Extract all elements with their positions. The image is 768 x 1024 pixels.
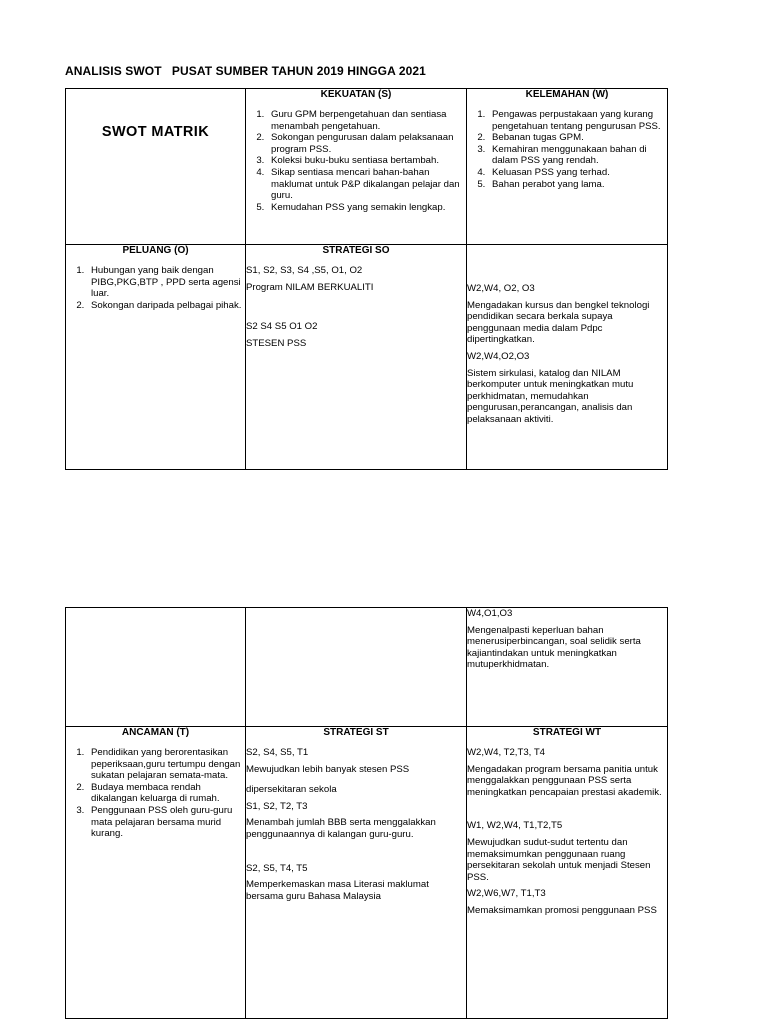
swot-matrix-table-part1: [65, 88, 668, 470]
strategy-st-cell: [246, 727, 467, 1019]
strategy-wo-continued-cell: [467, 608, 668, 727]
weaknesses-heading: KELEMAHAN (W): [525, 89, 609, 100]
strategy-text: Mengenalpasti keperluan bahan menerusiperbincangan, soal selidik serta kajiantindakan untuk meningkatkan mutuperkhidmatan.: [467, 624, 641, 671]
strategy-code: S2, S4, S5, T1: [246, 747, 309, 758]
list-item: 3. Koleksi buku-buku sentiasa bertambah.: [267, 155, 466, 167]
strategy-wt-cell: [467, 727, 668, 1019]
strategy-code: W2,W4, T2,T3, T4: [467, 747, 546, 758]
strategy-text: Memperkemaskan masa Literasi maklumat bersama guru Bahasa Malaysia: [246, 879, 429, 902]
strengths-heading: KEKUATAN (S): [320, 89, 392, 100]
strategy-text: STESEN PSS: [246, 337, 307, 349]
list-item: 4. Sikap sentiasa mencari bahan-bahan maklumat untuk P&P dikalangan pelajar dan guru.: [267, 167, 466, 202]
empty-cell: [246, 608, 467, 727]
list-item: 3. Kemahiran menggunakaan bahan di dalam PSS yang rendah.: [488, 144, 667, 167]
strategy-code: W1, W2,W4, T1,T2,T5: [467, 820, 563, 832]
strategy-code: W2,W4, O2, O3: [467, 283, 535, 294]
strategy-code: S1, S2, S3, S4 ,S5, O1, O2: [246, 265, 363, 276]
list-item: 2. Sokongan pengurusan dalam pelaksanaan program PSS.: [267, 132, 466, 155]
strategy-text: Program NILAM BERKUALITI: [246, 281, 374, 293]
strategy-text: Menambah jumlah BBB serta menggalakkan penggunaannya di kalangan guru-guru.: [246, 817, 436, 840]
strategy-code: S2, S5, T4, T5: [246, 862, 308, 874]
strategy-code: S1, S2, T2, T3: [246, 800, 308, 812]
list-item: 4. Keluasan PSS yang terhad.: [488, 167, 667, 179]
strategy-code: W4,O1,O3: [467, 608, 513, 619]
list-item: 2. Bebanan tugas GPM.: [488, 132, 667, 144]
empty-cell: [66, 608, 246, 727]
strategy-text: Memaksimamkan promosi penggunaan PSS: [467, 904, 657, 916]
strategy-so-cell: [246, 245, 467, 470]
list-item: 2. Sokongan daripada pelbagai pihak.: [87, 300, 245, 312]
list-item: 5. Bahan perabot yang lama.: [488, 179, 667, 191]
strategy-text: dipersekitaran sekola: [246, 784, 337, 796]
strategy-code: W2,W6,W7, T1,T3: [467, 888, 546, 900]
threats-heading: ANCAMAN (T): [121, 727, 190, 738]
strategy-st-heading: STRATEGI ST: [323, 727, 389, 738]
list-item: 2. Budaya membaca rendah dikalangan keluarga di rumah.: [87, 782, 245, 805]
strategy-text: Mengadakan kursus dan bengkel teknologi pendidikan secara berkala supaya penggunaan media dalam Pdpc dipertingkatkan.: [467, 299, 650, 346]
strategy-so-heading: STRATEGI SO: [322, 245, 390, 256]
matrix-label: SWOT MATRIK: [101, 124, 210, 140]
strategy-text: Mewujudkan sudut-sudut tertentu dan memaksimumkan penggunaan ruang persekitaran sekolah untuk menjadi Stesen PSS.: [467, 836, 651, 883]
opportunities-list: [66, 265, 245, 311]
list-item: 1. Hubungan yang baik dengan PIBG,PKG,BTP , PPD serta agensi luar.: [87, 265, 245, 300]
strategy-text: Sistem sirkulasi, katalog dan NILAM berkomputer untuk meningkatkan mutu perkhidmatan, memudahkan pengurusan,perancangan, analisis dan pelaksanaan aktiviti.: [467, 367, 634, 425]
strengths-cell: [246, 89, 467, 245]
list-item: 3. Penggunaan PSS oleh guru-guru mata pelajaran bersama murid kurang.: [87, 805, 245, 840]
strategy-wt-heading: STRATEGI WT: [532, 727, 602, 738]
threats-cell: [66, 727, 246, 1019]
weaknesses-cell: [467, 89, 668, 245]
opportunities-heading: PELUANG (O): [122, 245, 189, 256]
matrix-label-cell: [66, 89, 246, 245]
strengths-list: [246, 109, 466, 213]
strategy-text: Mengadakan program bersama panitia untuk menggalakkan penggunaan PSS serta meningkatkan pencapaian prestasi akademik.: [467, 763, 662, 798]
strategy-code: W2,W4,O2,O3: [467, 350, 530, 362]
swot-matrix-table-part2: [65, 607, 668, 1019]
opportunities-cell: [66, 245, 246, 470]
list-item: 1. Guru GPM berpengetahuan dan sentiasa menambah pengetahuan.: [267, 109, 466, 132]
strategy-code: S2 S4 S5 O1 O2: [246, 321, 318, 333]
list-item: 5. Kemudahan PSS yang semakin lengkap.: [267, 202, 466, 214]
list-item: 1. Pengawas perpustakaan yang kurang pengetahuan tentang pengurusan PSS.: [488, 109, 667, 132]
threats-list: [66, 747, 245, 840]
list-item: 1. Pendidikan yang berorentasikan peperiksaan,guru tertumpu dengan sukatan pelajaran semata-mata.: [87, 747, 245, 782]
strategy-text: Mewujudkan lebih banyak stesen PSS: [246, 763, 410, 775]
weaknesses-list: [467, 109, 667, 190]
strategy-wo-cell: [467, 245, 668, 470]
document-title: ANALISIS SWOT PUSAT SUMBER TAHUN 2019 HINGGA 2021: [65, 64, 426, 78]
